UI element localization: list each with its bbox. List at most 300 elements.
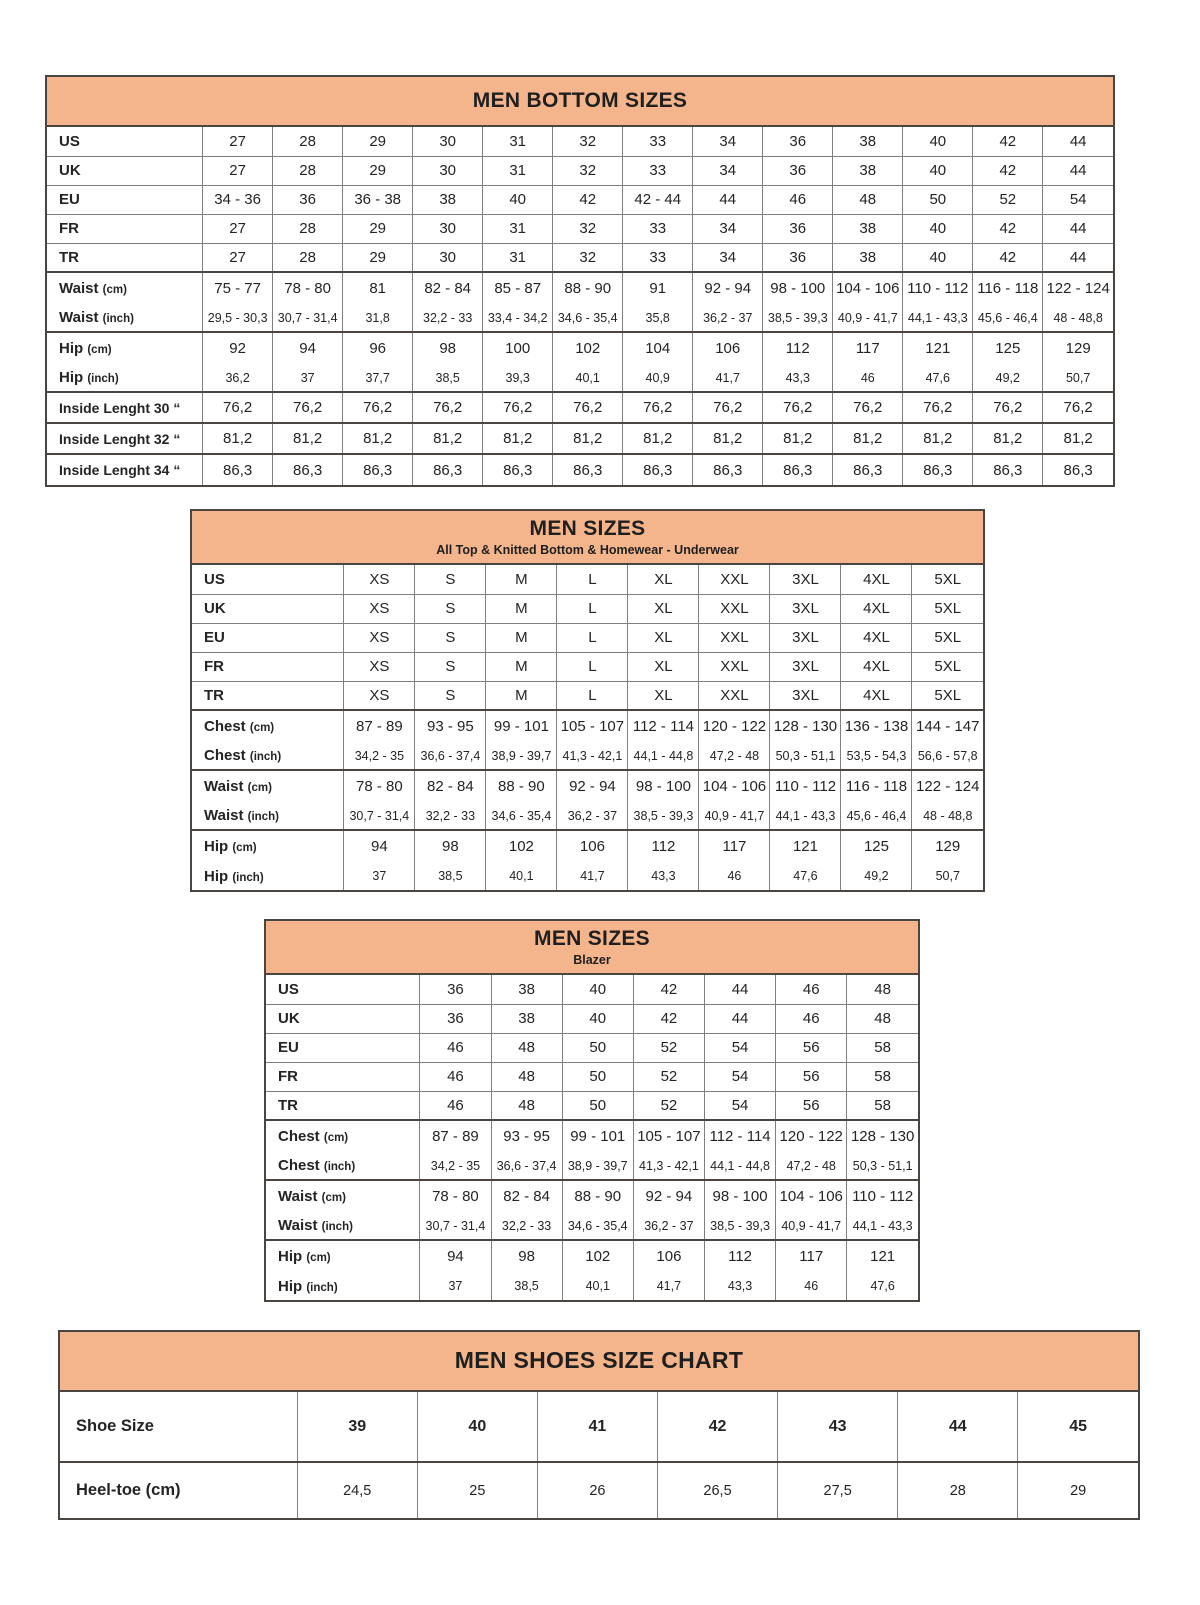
size-cell: 125	[973, 332, 1043, 364]
size-cell: 43,3	[763, 364, 833, 392]
size-cell: 86,3	[553, 454, 623, 485]
row-label-unit: (inch)	[306, 1281, 338, 1294]
size-cell: 144 - 147	[912, 710, 983, 742]
size-cell: 38	[833, 214, 903, 243]
size-cell: 48	[491, 1033, 562, 1062]
size-cell: XS	[344, 652, 415, 681]
men-sizes-top-grid	[192, 565, 983, 890]
size-cell: 45	[1018, 1392, 1138, 1462]
size-cell: 32	[553, 214, 623, 243]
row-label	[47, 332, 203, 364]
size-cell: 99 - 101	[486, 710, 557, 742]
size-cell: 102	[486, 830, 557, 862]
size-cell: 42	[973, 243, 1043, 272]
size-cell: 3XL	[770, 681, 841, 710]
size-cell: 98 - 100	[628, 770, 699, 802]
table-row	[192, 862, 983, 890]
size-cell: L	[557, 594, 628, 623]
size-cell: 38,5	[491, 1272, 562, 1300]
size-cell: S	[415, 623, 486, 652]
size-cell: 86,3	[903, 454, 973, 485]
row-label-unit: (inch)	[249, 751, 282, 763]
size-cell: 112	[628, 830, 699, 862]
size-cell: XL	[628, 623, 699, 652]
size-cell: 50,3 - 51,1	[770, 742, 841, 770]
size-cell: 34,2 - 35	[344, 742, 415, 770]
size-cell: 106	[633, 1240, 704, 1272]
size-cell: 29	[1018, 1462, 1138, 1518]
table-row	[266, 1091, 918, 1120]
row-label-text: US	[204, 570, 225, 588]
size-cell: 40,1	[553, 364, 623, 392]
size-cell: 48	[847, 975, 918, 1004]
size-cell: 54	[704, 1033, 775, 1062]
size-cell: 30	[413, 156, 483, 185]
size-cell: 105 - 107	[557, 710, 628, 742]
size-cell: 28	[273, 156, 343, 185]
size-cell: 38	[833, 156, 903, 185]
size-cell: 26	[537, 1462, 657, 1518]
size-cell: 31	[483, 156, 553, 185]
row-label	[60, 1392, 297, 1462]
row-label-unit: (cm)	[306, 1252, 331, 1264]
size-cell: 44,1 - 43,3	[770, 802, 841, 830]
size-cell: 39	[297, 1392, 417, 1462]
size-cell: 106	[693, 332, 763, 364]
men-bottom-sizes-table	[45, 75, 1115, 487]
size-cell: 44	[704, 975, 775, 1004]
row-label	[47, 127, 203, 156]
table-subtitle: All Top & Knitted Bottom & Homewear - Underwear	[436, 542, 739, 557]
size-cell: 5XL	[912, 681, 983, 710]
size-cell: 36	[763, 214, 833, 243]
size-cell: 42	[657, 1392, 777, 1462]
size-cell: 30,7 - 31,4	[273, 304, 343, 332]
size-cell: 76,2	[763, 392, 833, 423]
table-row	[47, 185, 1113, 214]
size-cell: 30	[413, 214, 483, 243]
row-label	[192, 742, 344, 770]
size-cell: XXL	[699, 565, 770, 594]
row-label-unit: (inch)	[321, 1221, 353, 1233]
row-label	[266, 1152, 420, 1180]
size-cell: XS	[344, 681, 415, 710]
size-cell: 52	[633, 1091, 704, 1120]
size-cell: 46	[776, 975, 847, 1004]
size-cell: 32	[553, 127, 623, 156]
size-cell: 30,7 - 31,4	[420, 1212, 491, 1240]
size-cell: 93 - 95	[415, 710, 486, 742]
size-cell: 45,6 - 46,4	[841, 802, 912, 830]
size-cell: 44	[704, 1004, 775, 1033]
size-cell: 27,5	[778, 1462, 898, 1518]
size-cell: 44	[1043, 156, 1113, 185]
size-cell: 27	[203, 243, 273, 272]
size-cell: 78 - 80	[273, 272, 343, 304]
size-cell: 76,2	[903, 392, 973, 423]
size-cell: 82 - 84	[415, 770, 486, 802]
size-cell: 40,1	[562, 1272, 633, 1300]
size-cell: 86,3	[483, 454, 553, 485]
size-cell: 110 - 112	[903, 272, 973, 304]
size-cell: 4XL	[841, 565, 912, 594]
size-cell: 3XL	[770, 652, 841, 681]
size-cell: 34,6 - 35,4	[486, 802, 557, 830]
size-cell: 40	[562, 975, 633, 1004]
table-row	[266, 1152, 918, 1180]
size-cell: 121	[770, 830, 841, 862]
size-cell: 38	[833, 243, 903, 272]
size-cell: 38,5 - 39,3	[763, 304, 833, 332]
row-label-text: Hip	[59, 369, 84, 386]
size-cell: XL	[628, 652, 699, 681]
size-cell: 28	[273, 127, 343, 156]
size-cell: 96	[343, 332, 413, 364]
size-cell: 41,7	[633, 1272, 704, 1300]
size-cell: 38	[491, 1004, 562, 1033]
size-cell: 116 - 118	[841, 770, 912, 802]
size-cell: 112	[704, 1240, 775, 1272]
size-cell: 38,9 - 39,7	[562, 1152, 633, 1180]
men-bottom-sizes-grid	[47, 127, 1113, 485]
size-cell: 38	[413, 185, 483, 214]
size-cell: 99 - 101	[562, 1120, 633, 1152]
size-cell: 86,3	[1043, 454, 1113, 485]
size-cell: 36	[763, 127, 833, 156]
row-label	[266, 1033, 420, 1062]
size-cell: 98	[413, 332, 483, 364]
size-cell: 122 - 124	[912, 770, 983, 802]
row-label-text: Hip	[278, 1277, 303, 1295]
row-label-unit: (inch)	[323, 1161, 356, 1173]
size-cell: 36	[763, 156, 833, 185]
size-cell: 40	[903, 156, 973, 185]
size-cell: 58	[847, 1091, 918, 1120]
row-label-text: Waist	[278, 1188, 318, 1205]
row-label	[47, 156, 203, 185]
size-cell: 81,2	[763, 423, 833, 454]
table-row	[47, 423, 1113, 454]
size-cell: 49,2	[841, 862, 912, 890]
row-label-unit: (inch)	[102, 313, 134, 325]
size-cell: 121	[903, 332, 973, 364]
row-label-text: EU	[278, 1039, 299, 1056]
size-cell: 34 - 36	[203, 185, 273, 214]
size-cell: 87 - 89	[420, 1120, 491, 1152]
size-cell: 129	[1043, 332, 1113, 364]
size-cell: 112	[763, 332, 833, 364]
size-cell: 32,2 - 33	[415, 802, 486, 830]
row-label	[192, 594, 344, 623]
size-cell: 117	[699, 830, 770, 862]
row-label	[47, 243, 203, 272]
size-cell: S	[415, 681, 486, 710]
size-cell: 41,7	[693, 364, 763, 392]
size-cell: 91	[623, 272, 693, 304]
size-cell: 44	[898, 1392, 1018, 1462]
size-cell: 34	[693, 243, 763, 272]
size-cell: 50	[562, 1091, 633, 1120]
size-cell: 88 - 90	[486, 770, 557, 802]
row-label-text: TR	[278, 1096, 298, 1114]
size-cell: 86,3	[343, 454, 413, 485]
size-cell: 47,6	[770, 862, 841, 890]
size-cell: XS	[344, 594, 415, 623]
size-cell: 5XL	[912, 623, 983, 652]
size-cell: 98	[491, 1240, 562, 1272]
row-label	[192, 802, 344, 830]
size-cell: 36,6 - 37,4	[491, 1152, 562, 1180]
size-cell: 33	[623, 243, 693, 272]
row-label-text: Chest	[204, 747, 246, 764]
table-row	[47, 332, 1113, 364]
row-label-text: FR	[278, 1068, 298, 1085]
row-label-text: Inside Lenght 30 “	[59, 399, 181, 416]
size-cell: 92	[203, 332, 273, 364]
table-title: MEN BOTTOM SIZES	[472, 89, 688, 113]
size-cell: 98 - 100	[763, 272, 833, 304]
men-sizes-blazer-grid	[266, 975, 918, 1300]
row-label-text: Hip	[204, 867, 229, 885]
row-label-text: Heel-toe (cm)	[76, 1481, 181, 1499]
size-cell: 38,5	[413, 364, 483, 392]
table-row	[266, 1062, 918, 1091]
size-cell: 102	[562, 1240, 633, 1272]
row-label-text: UK	[204, 600, 226, 617]
size-cell: 32	[553, 243, 623, 272]
table-row	[192, 681, 983, 710]
size-cell: 30	[413, 127, 483, 156]
row-label-unit: (inch)	[87, 373, 119, 385]
size-cell: 136 - 138	[841, 710, 912, 742]
table-title: MEN SIZES	[534, 927, 650, 951]
row-label	[192, 681, 344, 710]
table-row	[47, 243, 1113, 272]
size-cell: 48	[491, 1062, 562, 1091]
table-row	[266, 1033, 918, 1062]
size-cell: 76,2	[833, 392, 903, 423]
size-cell: 38	[491, 975, 562, 1004]
size-cell: 44,1 - 44,8	[704, 1152, 775, 1180]
size-cell: 106	[557, 830, 628, 862]
men-bottom-sizes-header	[47, 77, 1113, 127]
size-cell: 32,2 - 33	[491, 1212, 562, 1240]
row-label	[60, 1462, 297, 1518]
row-label-text: Chest	[204, 718, 246, 735]
size-cell: 44	[1043, 243, 1113, 272]
size-cell: 122 - 124	[1043, 272, 1113, 304]
row-label	[47, 304, 203, 332]
size-cell: M	[486, 623, 557, 652]
size-cell: 40	[903, 243, 973, 272]
row-label	[192, 623, 344, 652]
table-row	[47, 454, 1113, 485]
size-cell: 54	[1043, 185, 1113, 214]
size-cell: 28	[273, 214, 343, 243]
row-label-text: Waist	[204, 807, 244, 824]
size-cell: 36	[420, 975, 491, 1004]
row-label-unit: (cm)	[87, 344, 112, 356]
size-cell: 88 - 90	[562, 1180, 633, 1212]
size-cell: 40	[483, 185, 553, 214]
table-title: MEN SHOES SIZE CHART	[454, 1347, 744, 1374]
row-label	[47, 272, 203, 304]
size-cell: 56	[776, 1033, 847, 1062]
size-cell: 4XL	[841, 652, 912, 681]
size-cell: 32,2 - 33	[413, 304, 483, 332]
size-cell: 104 - 106	[776, 1180, 847, 1212]
size-cell: 36,2	[203, 364, 273, 392]
size-cell: 35,8	[623, 304, 693, 332]
table-row	[266, 1004, 918, 1033]
table-row	[47, 127, 1113, 156]
size-cell: 86,3	[763, 454, 833, 485]
size-cell: 129	[912, 830, 983, 862]
row-label-text: Waist	[59, 280, 99, 297]
size-cell: 94	[420, 1240, 491, 1272]
size-cell: L	[557, 623, 628, 652]
size-cell: 42	[973, 214, 1043, 243]
size-cell: 48 - 48,8	[912, 802, 983, 830]
size-cell: 40	[562, 1004, 633, 1033]
table-row	[192, 652, 983, 681]
size-cell: 37	[344, 862, 415, 890]
size-cell: 29	[343, 214, 413, 243]
size-cell: 56	[776, 1062, 847, 1091]
size-cell: 43,3	[704, 1272, 775, 1300]
row-label-text: Hip	[278, 1248, 303, 1265]
size-cell: 48	[847, 1004, 918, 1033]
size-cell: 125	[841, 830, 912, 862]
size-cell: 81,2	[623, 423, 693, 454]
row-label	[192, 710, 344, 742]
size-cell: 75 - 77	[203, 272, 273, 304]
size-cell: 86,3	[973, 454, 1043, 485]
men-shoes-size-chart-header	[60, 1332, 1138, 1392]
size-cell: 110 - 112	[770, 770, 841, 802]
row-label	[192, 652, 344, 681]
men-shoes-size-chart-grid	[60, 1392, 1138, 1518]
row-label	[47, 364, 203, 392]
size-cell: 3XL	[770, 565, 841, 594]
size-cell: 81,2	[693, 423, 763, 454]
size-cell: 43	[778, 1392, 898, 1462]
size-cell: M	[486, 594, 557, 623]
row-label	[266, 1240, 420, 1272]
size-cell: 29	[343, 156, 413, 185]
size-cell: L	[557, 681, 628, 710]
size-cell: 81,2	[973, 423, 1043, 454]
row-label-text: EU	[204, 629, 225, 646]
size-cell: 42	[633, 1004, 704, 1033]
row-label	[47, 423, 203, 454]
table-row	[60, 1392, 1138, 1462]
size-cell: 38,5 - 39,3	[628, 802, 699, 830]
size-cell: 33	[623, 156, 693, 185]
table-row	[266, 975, 918, 1004]
table-row	[192, 623, 983, 652]
size-cell: 46	[699, 862, 770, 890]
size-cell: 34	[693, 127, 763, 156]
row-label	[266, 975, 420, 1004]
size-cell: 56	[776, 1091, 847, 1120]
size-cell: 50	[562, 1033, 633, 1062]
size-cell: 36,2 - 37	[633, 1212, 704, 1240]
size-cell: 40,9	[623, 364, 693, 392]
size-cell: 76,2	[483, 392, 553, 423]
size-cell: 36,2 - 37	[693, 304, 763, 332]
size-cell: 38,5 - 39,3	[704, 1212, 775, 1240]
row-label	[266, 1091, 420, 1120]
size-cell: 42 - 44	[623, 185, 693, 214]
size-cell: 27	[203, 214, 273, 243]
table-row	[47, 392, 1113, 423]
size-cell: 3XL	[770, 623, 841, 652]
table-row	[192, 565, 983, 594]
row-label	[192, 565, 344, 594]
table-row	[266, 1272, 918, 1300]
row-label	[192, 830, 344, 862]
size-cell: 86,3	[623, 454, 693, 485]
table-row	[192, 830, 983, 862]
size-cell: 41,7	[557, 862, 628, 890]
size-cell: 44,1 - 44,8	[628, 742, 699, 770]
row-label-text: Hip	[204, 838, 229, 855]
row-label-text: Shoe Size	[76, 1417, 154, 1435]
size-cell: 40,9 - 41,7	[699, 802, 770, 830]
size-cell: 38	[833, 127, 903, 156]
row-label	[266, 1272, 420, 1300]
table-row	[47, 364, 1113, 392]
row-label-text: TR	[204, 686, 224, 704]
size-cell: XXL	[699, 652, 770, 681]
size-cell: 117	[776, 1240, 847, 1272]
size-cell: 121	[847, 1240, 918, 1272]
size-cell: 86,3	[693, 454, 763, 485]
row-label	[192, 862, 344, 890]
row-label-text: EU	[59, 191, 80, 208]
size-cell: 46	[420, 1033, 491, 1062]
size-cell: 50	[562, 1062, 633, 1091]
size-cell: 50,3 - 51,1	[847, 1152, 918, 1180]
size-cell: 41,3 - 42,1	[633, 1152, 704, 1180]
size-cell: 54	[704, 1062, 775, 1091]
size-cell: 94	[273, 332, 343, 364]
size-cell: L	[557, 652, 628, 681]
size-cell: 76,2	[413, 392, 483, 423]
table-row	[266, 1212, 918, 1240]
size-cell: 46	[833, 364, 903, 392]
table-subtitle: Blazer	[573, 952, 611, 967]
size-cell: 36 - 38	[343, 185, 413, 214]
size-cell: 25	[417, 1462, 537, 1518]
size-cell: 49,2	[973, 364, 1043, 392]
row-label-text: TR	[59, 248, 79, 266]
row-label	[47, 185, 203, 214]
size-cell: 85 - 87	[483, 272, 553, 304]
size-cell: 120 - 122	[699, 710, 770, 742]
size-cell: 40,9 - 41,7	[776, 1212, 847, 1240]
size-cell: 34,6 - 35,4	[562, 1212, 633, 1240]
size-cell: 82 - 84	[491, 1180, 562, 1212]
size-cell: S	[415, 594, 486, 623]
size-cell: 31	[483, 127, 553, 156]
size-cell: 36,2 - 37	[557, 802, 628, 830]
size-cell: 102	[553, 332, 623, 364]
size-cell: 56,6 - 57,8	[912, 742, 983, 770]
size-cell: 112 - 114	[704, 1120, 775, 1152]
size-cell: 40	[417, 1392, 537, 1462]
